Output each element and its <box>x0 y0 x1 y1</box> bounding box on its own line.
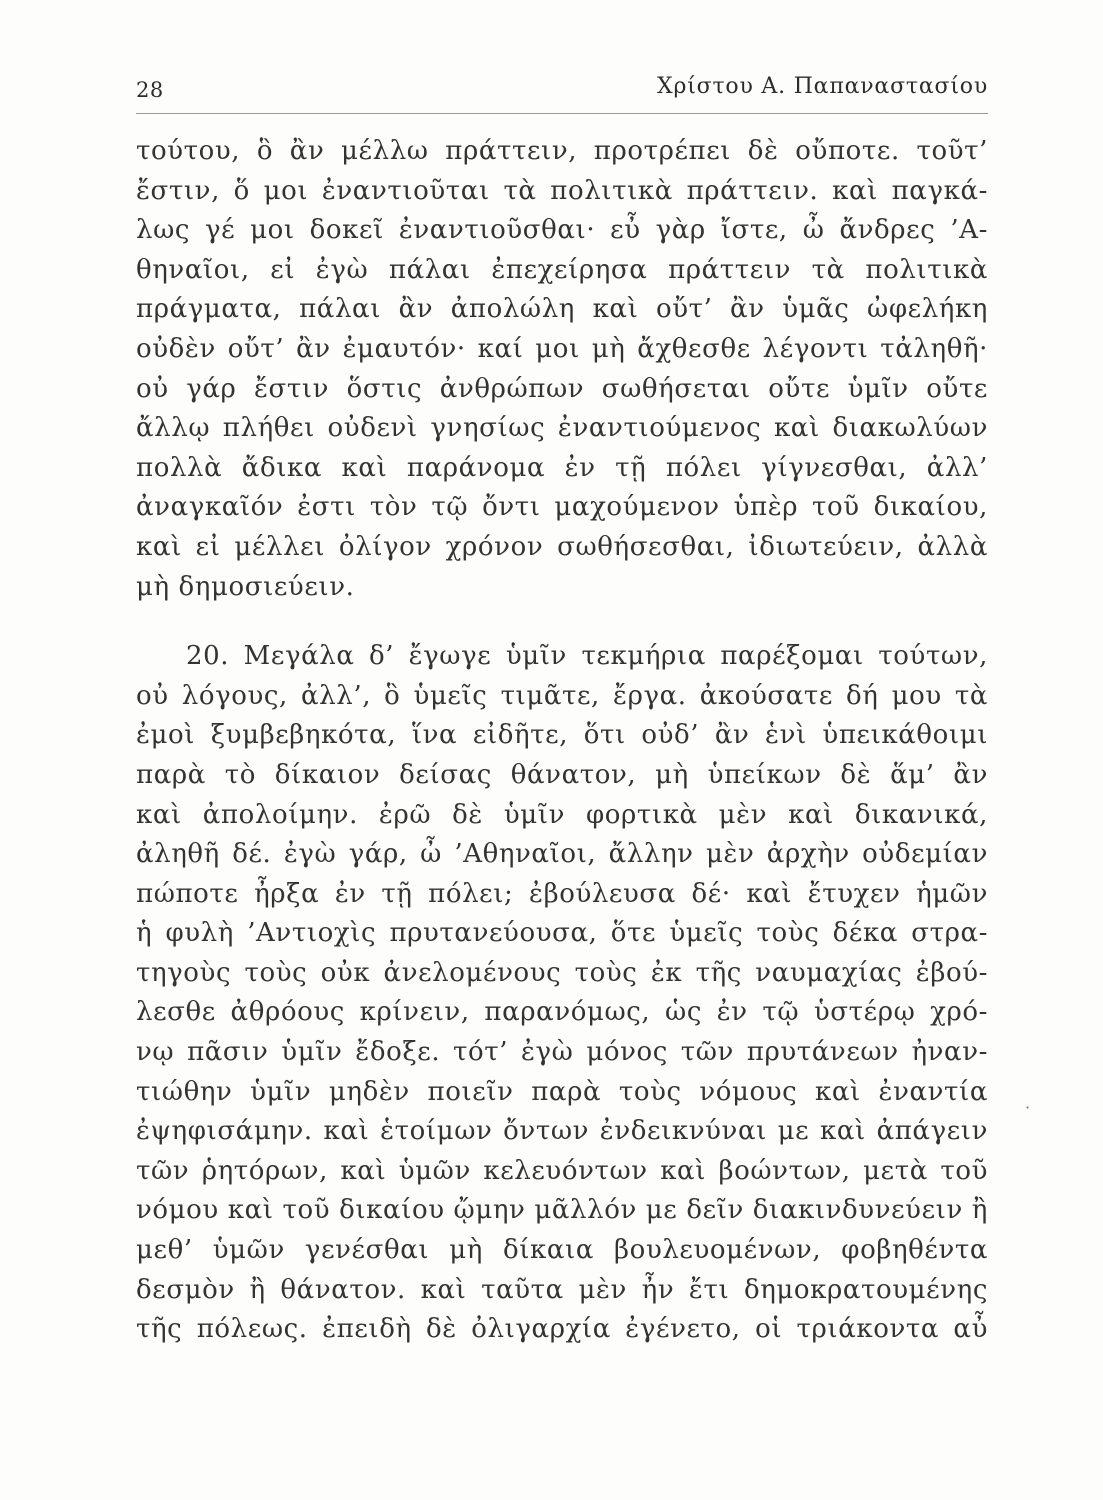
text-line: τῆς πόλεως. ἐπειδὴ δὲ ὀλιγαρχία ἐγένετο, οἱ τριάκοντα αὖ <box>136 1314 988 1345</box>
text-line: ἐμοὶ ξυμβεβηκότα, ἵνα εἰδῆτε, ὅτι οὐδ’ ἂν ἑνὶ ὑπεικάθοιμι <box>136 720 988 751</box>
text-line: θηναῖοι, εἰ ἐγὼ πάλαι ἐπεχείρησα πράττειν τὰ πολιτικὰ <box>136 254 988 285</box>
text-line: πράγματα, πάλαι ἂν ἀπολώλη καὶ οὔτ’ ἂν ὑμᾶς ὠφελήκη <box>136 294 988 325</box>
text-line: λεσθε ἀθρόους κρίνειν, παρανόμως, ὡς ἐν τῷ ὑστέρῳ χρό- <box>136 997 988 1028</box>
text-line: λως γέ μοι δοκεῖ ἐναντιοῦσθαι· εὖ γὰρ ἴστε, ὦ ἄνδρες ’Α- <box>136 215 988 246</box>
text-line: τηγοὺς τοὺς οὐκ ἀνελομένους τοὺς ἐκ τῆς ναυμαχίας ἐβού- <box>136 957 988 988</box>
text-line: τιώθην ὑμῖν μηδὲν ποιεῖν παρὰ τοὺς νόμους καὶ ἐναντία <box>136 1076 988 1107</box>
text-line: ἐψηφισάμην. καὶ ἑτοίμων ὄντων ἐνδεικνύναι με καὶ ἀπάγειν <box>136 1116 988 1147</box>
text-line: οὐ γάρ ἔστιν ὅστις ἀνθρώπων σωθήσεται οὔτε ὑμῖν οὔτε <box>136 373 988 404</box>
paragraph-gap <box>136 607 988 637</box>
text-line: ἀληθῆ δέ. ἐγὼ γάρ, ὦ ’Αθηναῖοι, ἄλλην μὲν ἀρχὴν οὐδεμίαν <box>136 839 988 870</box>
text-line: ἔστιν, ὅ μοι ἐναντιοῦται τὰ πολιτικὰ πράττειν. καὶ παγκά- <box>136 175 988 206</box>
paragraph-1 <box>136 132 988 607</box>
text-line: ἀναγκαῖόν ἐστι τὸν τῷ ὄντι μαχούμενον ὑπὲρ τοῦ δικαίου, <box>136 492 988 523</box>
header-rule <box>136 113 988 114</box>
text-line: πολλὰ ἄδικα καὶ παράνομα ἐν τῇ πόλει γίγνεσθαι, ἀλλ’ <box>136 452 988 483</box>
text-line: δεσμὸν ἢ θάνατον. καὶ ταῦτα μὲν ἦν ἔτι δημοκρατουμένης <box>136 1274 988 1305</box>
text-line: νόμου καὶ τοῦ δικαίου ᾤμην μᾶλλόν με δεῖν διακινδυνεύειν ἢ <box>136 1195 988 1226</box>
text-line: καὶ εἰ μέλλει ὀλίγον χρόνον σωθήσεσθαι, ἰδιωτεύειν, ἀλλὰ <box>136 531 988 562</box>
text-line: 20. Μεγάλα δ’ ἔγωγε ὑμῖν τεκμήρια παρέξομαι τούτων, <box>186 641 988 672</box>
text-line: οὐ λόγους, ἀλλ’, ὃ ὑμεῖς τιμᾶτε, ἔργα. ἀκούσατε δή μου τὰ <box>136 680 988 711</box>
text-line: νῳ πᾶσιν ὑμῖν ἔδοξε. τότ’ ἐγὼ μόνος τῶν πρυτάνεων ἠναν- <box>136 1037 988 1068</box>
page-number: 28 <box>136 78 164 102</box>
body-text <box>136 132 988 1350</box>
page-header <box>136 70 988 110</box>
text-line: μὴ δημοσιεύειν. <box>136 571 355 602</box>
text-line: καὶ ἀπολοίμην. ἐρῶ δὲ ὑμῖν φορτικὰ μὲν καὶ δικανικά, <box>136 799 988 830</box>
running-head: Χρίστου Α. Παπαναστασίου <box>657 74 988 99</box>
text-line: παρὰ τὸ δίκαιον δείσας θάνατον, μὴ ὑπείκων δὲ ἅμ’ ἂν <box>136 759 988 790</box>
text-line: ἡ φυλὴ ’Αντιοχὶς πρυτανεύουσα, ὅτε ὑμεῖς τοὺς δέκα στρα- <box>136 918 988 949</box>
text-line: τούτου, ὃ ἂν μέλλω πράττειν, προτρέπει δὲ οὔποτε. τοῦτ’ <box>136 136 988 166</box>
text-line: οὐδὲν οὔτ’ ἂν ἐμαυτόν· καί μοι μὴ ἄχθεσθε λέγοντι τἀληθῆ· <box>136 333 988 364</box>
paragraph-2 <box>136 637 988 1350</box>
scan-speck: · <box>1025 1098 1031 1117</box>
text-line: μεθ’ ὑμῶν γενέσθαι μὴ δίκαια βουλευομένων, φοβηθέντα <box>136 1235 988 1266</box>
text-line: πώποτε ἦρξα ἐν τῇ πόλει; ἐβούλευσα δέ· καὶ ἔτυχεν ἡμῶν <box>136 878 988 909</box>
text-line: ἄλλῳ πλήθει οὐδενὶ γνησίως ἐναντιούμενος καὶ διακωλύων <box>136 413 988 444</box>
text-line: τῶν ῥητόρων, καὶ ὑμῶν κελευόντων καὶ βοώντων, μετὰ τοῦ <box>136 1155 988 1186</box>
